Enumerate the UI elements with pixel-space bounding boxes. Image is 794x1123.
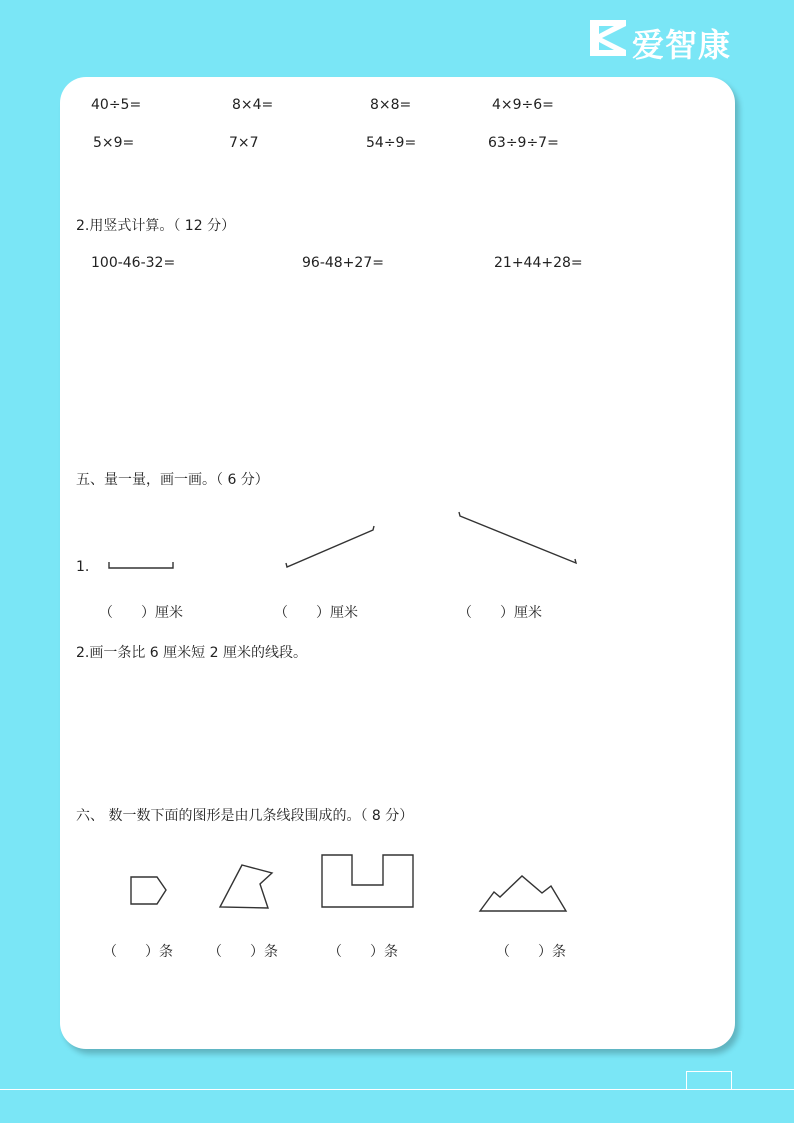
calc-item: 4×9÷6= xyxy=(492,97,554,113)
pentagon-shape xyxy=(131,877,166,904)
brand-name: 爱智康 xyxy=(632,26,732,64)
answer-blank[interactable]: （ ）条 xyxy=(103,944,173,960)
answer-blank[interactable]: （ ）条 xyxy=(208,944,278,960)
calc-item: 96-48+27= xyxy=(302,255,384,271)
mountain-shape xyxy=(480,876,566,911)
u-shape xyxy=(322,855,413,907)
calc-item: 21+44+28= xyxy=(494,255,583,271)
segment-medium xyxy=(286,526,374,567)
section-heading: 五、量一量，画一画。（ 6 分） xyxy=(76,472,269,488)
segment-short xyxy=(109,562,173,568)
section-heading: 六、 数一数下面的图形是由几条线段围成的。（ 8 分） xyxy=(76,808,414,824)
calc-item: 40÷5= xyxy=(91,97,142,113)
question-text: 2.画一条比 6 厘米短 2 厘米的线段。 xyxy=(76,645,307,661)
calc-item: 63÷9÷7= xyxy=(488,135,559,151)
answer-blank[interactable]: （ ）条 xyxy=(496,944,566,960)
calc-item: 8×4= xyxy=(232,97,274,113)
calc-item: 54÷9= xyxy=(366,135,417,151)
segment-long xyxy=(459,512,576,563)
answer-blank[interactable]: （ ）厘米 xyxy=(458,605,542,621)
calc-item: 100-46-32= xyxy=(91,255,176,271)
calc-item: 5×9= xyxy=(93,135,135,151)
section-heading: 2.用竖式计算。（ 12 分） xyxy=(76,218,236,234)
footer-line xyxy=(0,1089,794,1090)
quadrilateral-shape xyxy=(220,865,272,908)
answer-blank[interactable]: （ ）条 xyxy=(328,944,398,960)
question-number: 1. xyxy=(76,559,90,575)
calc-item: 7×7 xyxy=(229,135,259,151)
answer-blank[interactable]: （ ）厘米 xyxy=(99,605,183,621)
answer-blank[interactable]: （ ）厘米 xyxy=(274,605,358,621)
calc-item: 8×8= xyxy=(370,97,412,113)
footer-tab xyxy=(686,1071,732,1089)
